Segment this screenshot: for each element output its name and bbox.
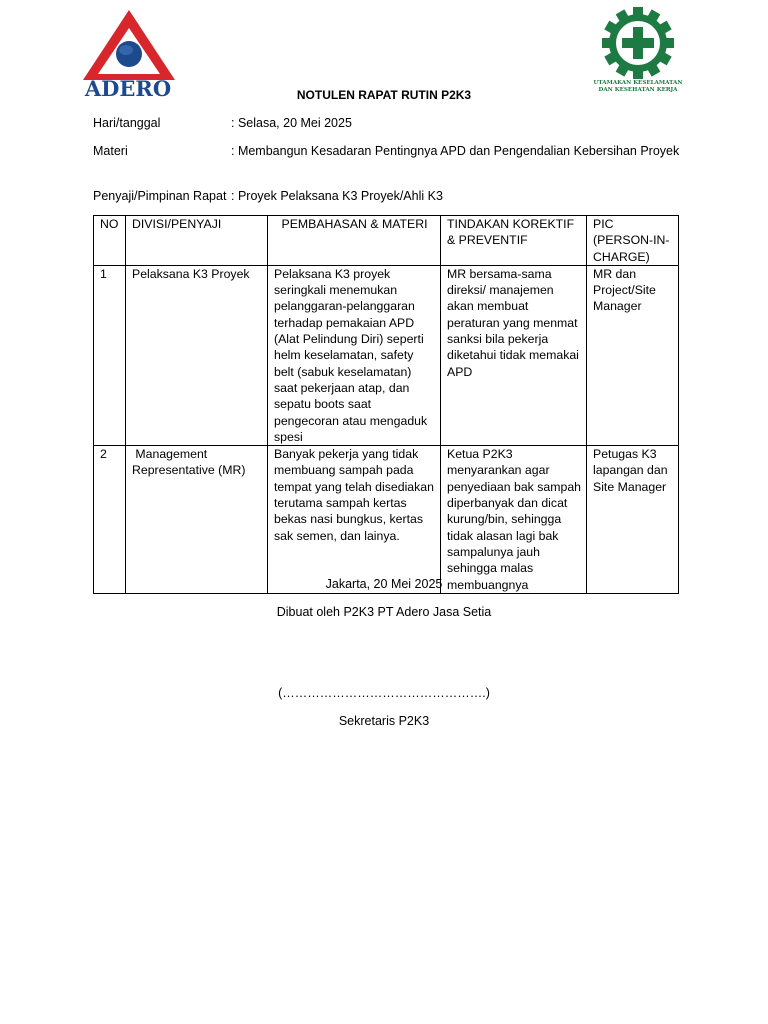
presenter-label: Penyaji/Pimpinan Rapat <box>93 189 227 203</box>
cell-action: Ketua P2K3 menyarankan agar penyediaan bak sampah diperbanyak dan dicat kurung/bin, sehingga tidak alasan lagi bak sampalunya jauh sehingga malas membuangnya <box>441 446 587 594</box>
cell-no: 1 <box>94 265 126 445</box>
adero-logo <box>78 8 180 100</box>
header-action: TINDAKAN KOREKTIF & PREVENTIF <box>441 216 587 266</box>
topic-label: Materi <box>93 144 128 158</box>
cell-pic: Petugas K3 lapangan dan Site Manager <box>587 446 679 594</box>
k3-logo <box>590 6 686 98</box>
k3-caption: UTAMAKAN KESELAMATAN DAN KESEHATAN KERJA <box>593 80 683 93</box>
table-row <box>94 446 679 594</box>
cell-discussion: Banyak pekerja yang tidak membuang sampah pada tempat yang telah disediakan terutama sampah kertas bekas nasi bungkus, kertas sak semen, dan lainya. <box>268 446 441 594</box>
header-discussion: PEMBAHASAN & MATERI <box>268 216 441 266</box>
signature-line: (………………………………………….) <box>278 686 490 700</box>
cell-division: Pelaksana K3 Proyek <box>126 265 268 445</box>
cell-action: MR bersama-sama direksi/ manajemen akan membuat peraturan yang menmat sanksi bila pekerja diketahui tidak memakai APD <box>441 265 587 445</box>
adero-wordmark: ADERO <box>84 76 172 100</box>
topic-value: : Membangun Kesadaran Pentingnya APD dan Pengendalian Kebersihan Proyek <box>231 144 680 158</box>
cell-pic: MR dan Project/Site Manager <box>587 265 679 445</box>
document-title: NOTULEN RAPAT RUTIN P2K3 <box>296 88 472 102</box>
signer-role: Sekretaris P2K3 <box>338 714 430 728</box>
place-date: Jakarta, 20 Mei 2025 <box>325 577 443 591</box>
header-pic: PIC (PERSON-IN-CHARGE) <box>587 216 679 266</box>
header-no: NO <box>94 216 126 266</box>
presenter-value: : Proyek Pelaksana K3 Proyek/Ahli K3 <box>231 189 443 203</box>
cell-no: 2 <box>94 446 126 594</box>
made-by: Dibuat oleh P2K3 PT Adero Jasa Setia <box>276 605 492 619</box>
table-row <box>94 265 679 445</box>
cell-discussion: Pelaksana K3 proyek seringkali menemukan pelanggaran-pelanggaran terhadap pemakaian APD (Alat Pelindung Diri) seperti helm keselamatan, safety belt (sabuk keselamatan) saat pekerjaan atap, dan sepatu boots saat pengecoran atau mengaduk spesi <box>268 265 441 445</box>
date-value: : Selasa, 20 Mei 2025 <box>231 116 352 130</box>
table-header-row <box>94 216 679 266</box>
minutes-table <box>93 215 679 594</box>
cell-division: Management Representative (MR) <box>126 446 268 594</box>
header-division: DIVISI/PENYAJI <box>126 216 268 266</box>
date-label: Hari/tanggal <box>93 116 161 130</box>
